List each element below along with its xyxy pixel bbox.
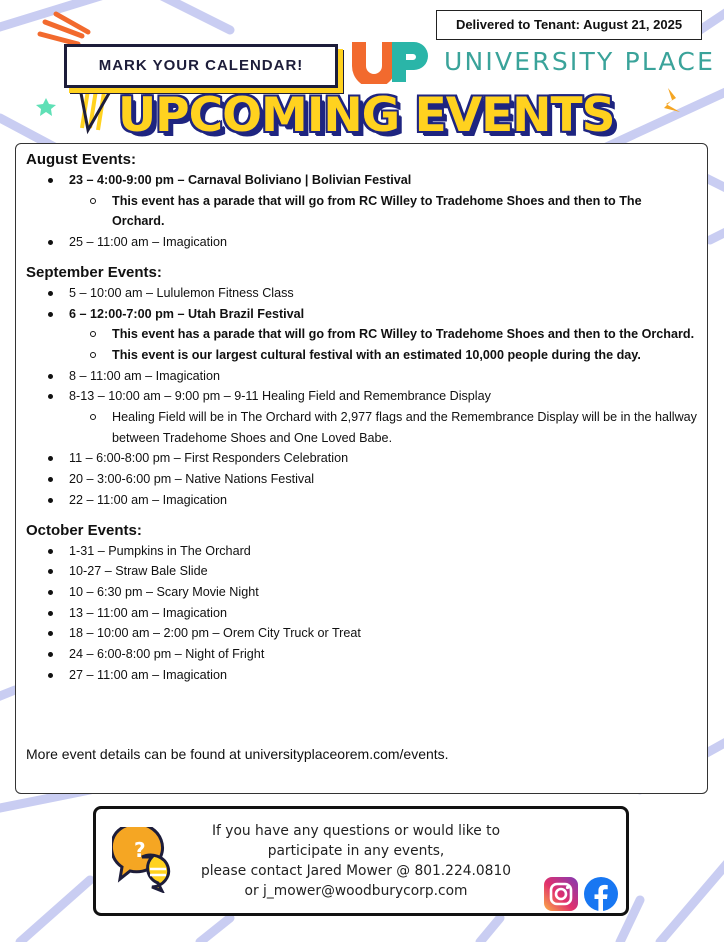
svg-text:?: ? — [134, 838, 146, 862]
delivered-date-box: Delivered to Tenant: August 21, 2025 — [436, 10, 702, 40]
list-item: 6 – 12:00-7:00 pm – Utah Brazil Festival This event has a parade that will go from RC Willey to Tradehome Shoes and then to the Orchard. This event is our largest cultural festival with an estimated 10,000 people during the day. — [26, 304, 697, 366]
brand-logo — [348, 38, 715, 84]
events-panel — [15, 143, 708, 794]
list-item: 18 – 10:00 am – 2:00 pm – Orem City Truck or Treat — [26, 623, 697, 644]
up-logo-icon — [348, 38, 432, 84]
contact-text: If you have any questions or would like to participate in any events, please contact Jared Mower @ 801.224.0810 or j_mower@woodburycorp.com — [200, 823, 512, 899]
contact-panel — [93, 806, 629, 916]
list-item: 11 – 6:00-8:00 pm – First Responders Celebration — [26, 448, 697, 469]
october-list — [26, 541, 697, 686]
september-title: September Events: — [26, 263, 162, 281]
list-item: 5 – 10:00 am – Lululemon Fitness Class — [26, 283, 697, 304]
august-list — [26, 170, 697, 253]
list-item: 1-31 – Pumpkins in The Orchard — [26, 541, 697, 562]
september-list — [26, 283, 697, 511]
list-item: 20 – 3:00-6:00 pm – Native Nations Festival — [26, 469, 697, 490]
list-item: 8 – 11:00 am – Imagication — [26, 366, 697, 387]
list-item: 24 – 6:00-8:00 pm – Night of Fright — [26, 644, 697, 665]
list-item: 23 – 4:00-9:00 pm – Carnaval Boliviano | Bolivian Festival This event has a parade that will go from RC Willey to Tradehome Shoes and then to The Orchard. — [26, 170, 697, 232]
list-subitem: This event has a parade that will go from RC Willey to Tradehome Shoes and then to the Orchard. — [69, 324, 697, 345]
mark-calendar-callout: MARK YOUR CALENDAR! — [64, 44, 338, 88]
brand-name: UNIVERSITY PLACE — [444, 46, 716, 76]
list-item: 10 – 6:30 pm – Scary Movie Night — [26, 582, 697, 603]
list-subitem: This event has a parade that will go from RC Willey to Tradehome Shoes and then to The Orchard. — [69, 191, 697, 232]
list-item: 13 – 11:00 am – Imagication — [26, 603, 697, 624]
list-item: 8-13 – 10:00 am – 9:00 pm – 9-11 Healing Field and Remembrance Display Healing Field will be in The Orchard with 2,977 flags and the Remembrance Display will be in the hallway between Tradehome Shoes and One Loved Babe. — [26, 386, 697, 448]
list-item: 10-27 – Straw Bale Slide — [26, 561, 697, 582]
page-title: UPCOMING EVENTS — [118, 88, 615, 143]
more-details-note: More event details can be found at universityplaceorem.com/events. — [26, 746, 449, 762]
list-subitem: Healing Field will be in The Orchard with 2,977 flags and the Remembrance Display will be in the hallway between Tradehome Shoes and One Loved Babe. — [69, 407, 697, 448]
august-title: August Events: — [26, 151, 137, 168]
list-item: 22 – 11:00 am – Imagication — [26, 490, 697, 511]
chat-bubbles-icon — [112, 827, 178, 893]
list-item: 27 – 11:00 am – Imagication — [26, 665, 697, 686]
october-title: October Events: — [26, 521, 142, 539]
instagram-icon[interactable] — [544, 877, 578, 911]
list-subitem: This event is our largest cultural festival with an estimated 10,000 people during the day. — [69, 345, 697, 366]
list-item: 25 – 11:00 am – Imagication — [26, 232, 697, 253]
facebook-icon[interactable] — [584, 877, 618, 911]
